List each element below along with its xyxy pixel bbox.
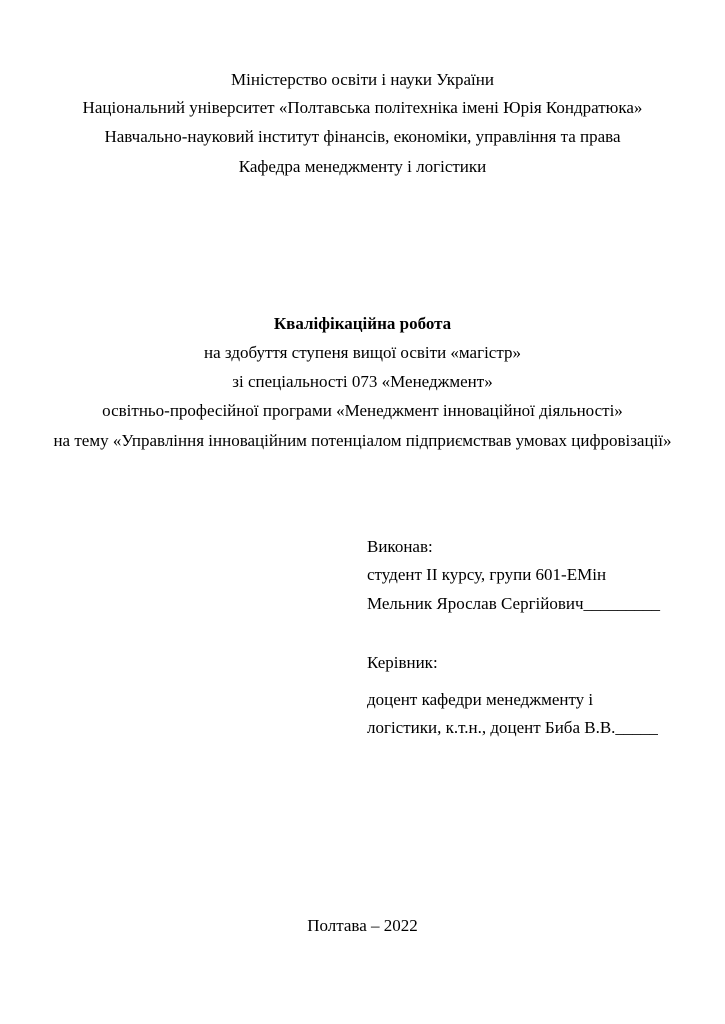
ministry-line: Міністерство освіти і науки України — [231, 70, 494, 89]
supervisor-line2: логістики, к.т.н., доцент Биба В.В._____ — [367, 718, 658, 737]
place-year: Полтава – 2022 — [307, 916, 418, 935]
university-line: Національний університет «Полтавська політехніка імені Юрія Кондратюка» — [82, 98, 643, 117]
topic-line: на тему «Управління інноваційним потенціалом підприємствав умовах цифровізації» — [53, 431, 672, 450]
specialty-line: зі спеціальності 073 «Менеджмент» — [232, 372, 493, 391]
author-info: студент ІІ курсу, групи 601-ЕМін — [367, 565, 607, 584]
document-title: Кваліфікаційна робота — [273, 314, 452, 333]
institute-line: Навчально-науковий інститут фінансів, економіки, управління та права — [104, 127, 621, 146]
degree-line: на здобуття ступеня вищої освіти «магістр» — [204, 343, 521, 362]
department-line: Кафедра менеджменту і логістики — [238, 157, 487, 176]
author-label: Виконав: — [367, 537, 433, 556]
author-name: Мельник Ярослав Сергійович_________ — [367, 594, 661, 613]
program-line: освітньо-професійної програми «Менеджмент інноваційної діяльності» — [102, 401, 623, 420]
supervisor-line1: доцент кафедри менеджменту і — [367, 690, 594, 709]
supervisor-label: Керівник: — [367, 653, 438, 672]
